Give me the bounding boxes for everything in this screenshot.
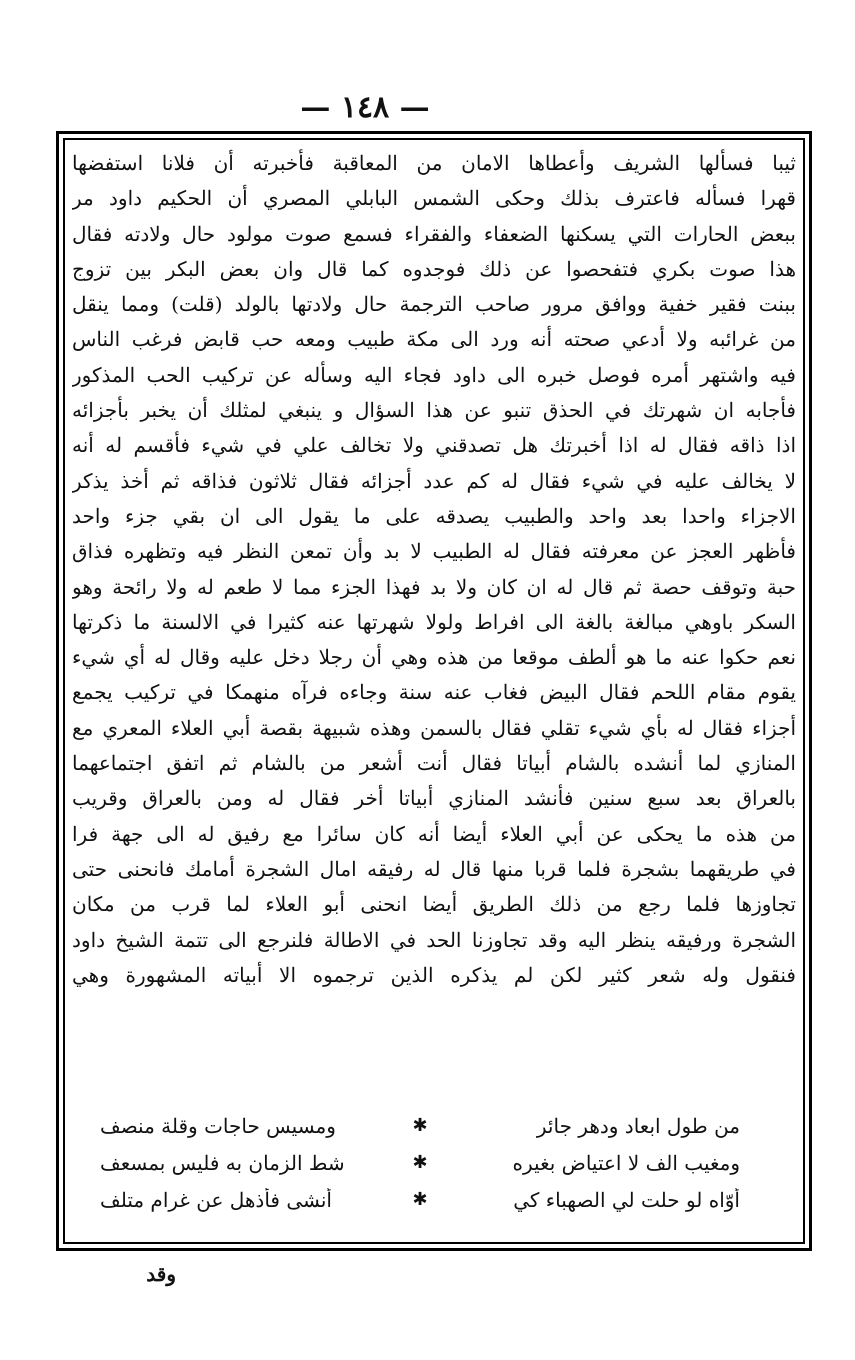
body-text: [72, 146, 796, 993]
text-line: الاجزاء واحدا بعد واحد والطبيب يصدقه على ما يقول الى ان بقي جزء واحد: [72, 503, 796, 528]
verse-second-hemistich: أنشى فأذهل عن غرام متلف: [100, 1187, 332, 1212]
text-line: فأجابه ان شهرتك في الحذق تنبو عن هذا السؤال و ينبغي لمثلك أن يخبر بأجزائه: [72, 398, 796, 423]
text-line: قهرا فسأله فاعترف بذلك وحكى الشمس البابلي المصري أن الحكيم داود مر: [72, 186, 796, 211]
verse: [100, 1144, 740, 1181]
text-line: فيه واشتهر أمره فوصل خبره الى داود فجاء اليه وسأله عن تركيب الحب المذكور: [72, 362, 796, 387]
verse-first-hemistich: أوّاه لو حلت لي الصهباء كي: [513, 1187, 740, 1212]
star-separator-icon: ✱: [412, 1189, 428, 1210]
verse-first-hemistich: ومغيب الف لا اعتياض بغيره: [512, 1150, 740, 1175]
text-line: الشجرة ورفيقه ينظر اليه وقد تجاوزنا الحد في الاطالة فلنرجع الى تتمة الشيخ داود: [72, 927, 796, 952]
text-line: أجزاء فقال له بأي شيء تقلي فقال بالسمن وهذه شبيهة بقصة أبي العلاء المعري مع: [72, 715, 796, 740]
page-number: — ١٤٨ —: [300, 90, 430, 125]
text-line: نعم حكوا عنه ما هو ألطف موقعا من هذه وهي أن رجلا دخل عليه وقال له أي شيء: [72, 645, 796, 670]
verse-first-hemistich: من طول ابعاد ودهر جائر: [536, 1113, 740, 1138]
star-separator-icon: ✱: [412, 1152, 428, 1173]
poem-verses: [100, 1107, 740, 1218]
verse-second-hemistich: ومسيس حاجات وقلة منصف: [100, 1113, 336, 1138]
text-line: ببنت فقير خفية ووافق مرور صاحب الترجمة حال ولادتها بالولد (قلت) ومما ينقل: [72, 292, 796, 317]
text-line: ثيبا فسألها الشريف وأعطاها الامان من المعاقبة فأخبرته أن فلانا استفضها: [72, 151, 796, 175]
catchword: وقد: [146, 1262, 176, 1286]
text-line: اذا ذاقه فقال له اذا أخبرتك هل تصدقني ولا تخالف علي في شيء فأقسم له أنه: [72, 433, 796, 458]
text-line: تجاوزها فلما رجع من ذلك الطريق أيضا انحنى أبو العلاء لما قرب من مكان: [72, 892, 796, 917]
text-line: لا يخالف عليه في شيء فقال له كم عدد أجزائه فقال ثلاثون فذاقه ثم أخذ يذكر: [72, 468, 796, 493]
text-line: في طريقهما بشجرة فلما قربا منها قال له رفيقه امال الشجرة أمامك فانحنى حتى: [72, 856, 796, 881]
text-line: من هذه ما يحكى عن أبي العلاء أيضا أنه كان سائرا مع رفيق له الى جهة فرا: [72, 821, 796, 846]
text-line: السكر باوهي مبالغة بالغة الى افراط ولولا شهرتها عنه كثيرا في الالسنة ما ذكرتها: [72, 609, 796, 634]
text-line: يقوم مقام اللحم فقال البيض فغاب عنه سنة وجاءه فرآه منهمكا في تركيب يجمع: [72, 680, 796, 705]
text-line: من غرائبه ولا أدعي صحته أنه ورد الى مكة طبيب ومعه حب قابض فرغب الناس: [72, 327, 796, 352]
text-line: حبة وتوقف حصة ثم قال له ان كان ولا بد فهذا الجزء مما لا طعم له ولا رائحة وهو: [72, 574, 796, 599]
text-line: هذا صوت بكري فتفحصوا عن ذلك فوجدوه كما قال وان بعض البكر بين تزوج: [72, 256, 796, 281]
verse: [100, 1107, 740, 1144]
text-line: فأظهر العجز عن معرفته فقال له الطبيب لا بد وأن تمعن النظر فيه وتظهره فذاق: [72, 539, 796, 564]
text-line: فنقول وله شعر كثير لكن لم يذكره الذين ترجموه الا أبياته المشهورة وهي: [72, 962, 796, 987]
text-line: بالعراق بعد سبع سنين فأنشد المنازي أبياتا أخر فقال له ومن بالعراق وقريب: [72, 786, 796, 811]
text-line: المنازي لما أنشده بالشام أبياتا فقال أنت أشعر من بالشام ثم اتفق اجتماعهما: [72, 751, 796, 776]
text-line: ببعض الحارات التي يسكنها الضعفاء والفقراء فسمع صوت مولود حال ولادته فقال: [72, 221, 796, 246]
star-separator-icon: ✱: [412, 1115, 428, 1136]
verse: [100, 1181, 740, 1218]
verse-second-hemistich: شط الزمان به فليس بمسعف: [100, 1150, 345, 1175]
